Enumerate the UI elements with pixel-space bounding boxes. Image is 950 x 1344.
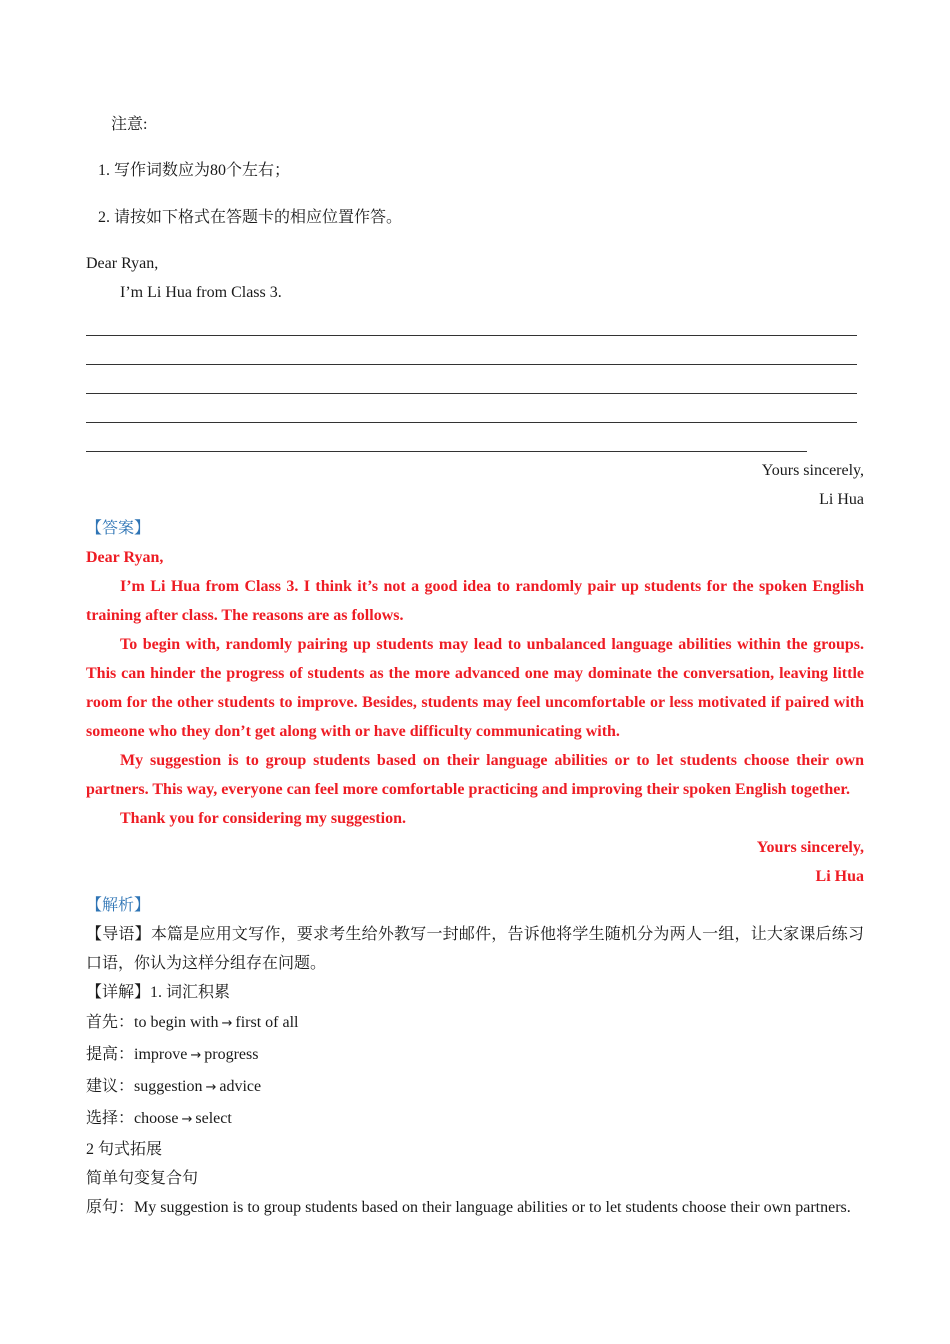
template-closing: Yours sincerely, [761,462,864,479]
answer-paragraph-3: My suggestion is to group students based on their language abilities or to let students choose their own partners. This way, everyone can feel more comfortable practicing and improving their spoken English together. [86,752,864,798]
instruction-item-2: 2. 请按如下格式在答题卡的相应位置作答。 [98,209,403,226]
vocab-to: first of all [235,1014,299,1031]
writing-line [86,394,857,423]
vocab-to: advice [219,1078,262,1095]
analysis-tag: 【解析】 [86,897,151,914]
vocab-label: 提高： [86,1046,135,1063]
vocab-item [86,1039,864,1071]
template-opening: I’m Li Hua from Class 3. [120,284,282,301]
writing-line [86,423,807,452]
vocab-item [86,1103,864,1135]
answer-paragraph-4: Thank you for considering my suggestion. [120,810,406,827]
vocab-to: select [195,1110,232,1127]
analysis-original-sentence: 原句：My suggestion is to group students based on their language abilities or to let students choose their own partners. [86,1199,851,1216]
answer-salutation: Dear Ryan, [86,549,164,566]
vocab-label: 建议： [86,1078,135,1095]
answer-paragraph-1: I’m Li Hua from Class 3. I think it’s not a good idea to randomly pair up students for the spoken English training after class. The reasons are as follows. [86,578,864,624]
arrow-right-icon: → [205,1080,217,1095]
vocab-from: suggestion [134,1078,203,1095]
analysis-detail-heading: 【详解】1. 词汇积累 [86,984,231,1001]
vocab-item [86,1071,864,1103]
answer-closing: Yours sincerely, [756,839,864,856]
template-signature: Li Hua [819,491,864,508]
writing-line [86,307,857,336]
page-content [86,110,864,1222]
analysis-subheading: 简单句变复合句 [86,1170,199,1187]
writing-line [86,365,857,394]
vocab-item [86,1007,864,1039]
vocab-to: progress [204,1046,259,1063]
vocab-label: 选择： [86,1110,135,1127]
arrow-right-icon: → [181,1112,193,1127]
answer-paragraph-2: To begin with, randomly pairing up students may lead to unbalanced language abilities within the groups. This can hinder the progress of students as the more advanced one may dominate the conversation, leaving little room for the other students to improve. Besides, students may feel uncomfortable or less motivated if paired with someone who they don’t get along with or have difficulty communicating with. [86,636,864,740]
arrow-right-icon: → [221,1016,233,1031]
vocab-from: choose [134,1110,179,1127]
instructions-title: 注意: [111,116,148,133]
instruction-item-1: 1. 写作词数应为80个左右； [98,162,291,179]
answer-signature: Li Hua [815,868,864,885]
vocab-from: improve [134,1046,188,1063]
vocab-label: 首先： [86,1014,135,1031]
template-salutation: Dear Ryan, [86,255,159,272]
vocab-from: to begin with [134,1014,219,1031]
analysis-section-2: 2 句式拓展 [86,1141,163,1158]
writing-line [86,336,857,365]
arrow-right-icon: → [190,1048,202,1063]
writing-lines [86,307,864,452]
answer-tag: 【答案】 [86,520,151,537]
analysis-intro: 【导语】本篇是应用文写作，要求考生给外教写一封邮件，告诉他将学生随机分为两人一组，让大家课后练习口语，你认为这样分组存在问题。 [86,926,864,972]
